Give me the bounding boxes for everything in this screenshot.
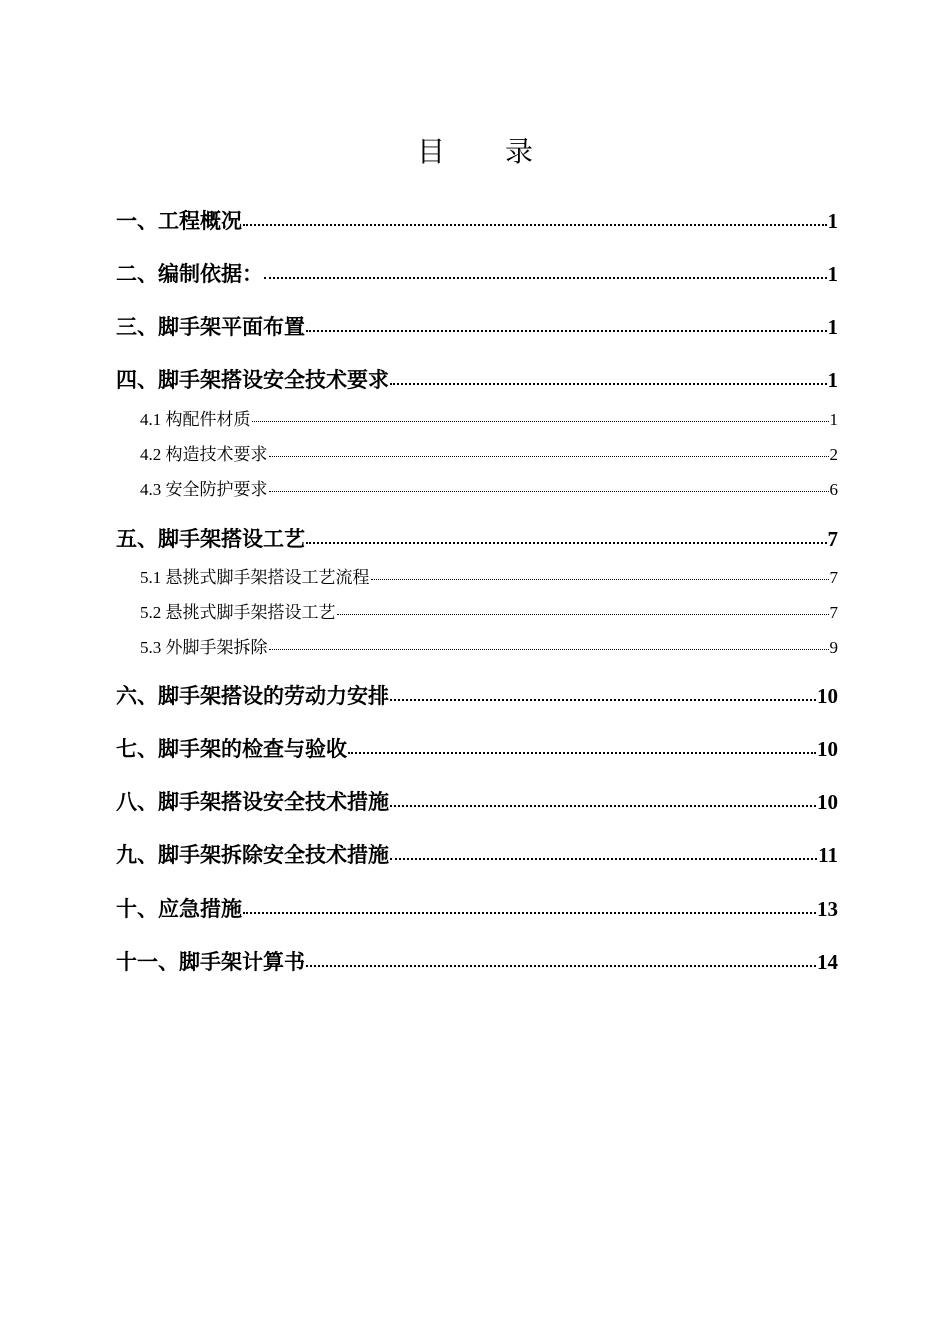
dot-leader <box>390 854 817 860</box>
toc-entry-page: 10 <box>817 684 838 708</box>
toc-entry-page: 13 <box>817 897 838 921</box>
toc-subentry[interactable] <box>116 440 838 465</box>
toc-entry[interactable] <box>116 364 838 394</box>
toc-entry-page: 1 <box>827 209 838 233</box>
toc-entry-label: 六、脚手架搭设的劳动力安排 <box>116 684 389 708</box>
toc-entry[interactable] <box>116 839 838 869</box>
toc-entry-label: 九、脚手架拆除安全技术措施 <box>116 843 389 867</box>
toc-entry[interactable] <box>116 946 838 976</box>
toc-title <box>0 130 950 170</box>
toc-title-char-1: 目 <box>416 137 445 168</box>
toc-subentry[interactable] <box>116 598 838 623</box>
dot-leader <box>390 379 827 385</box>
dot-leader <box>306 326 827 332</box>
toc-entry-page: 10 <box>817 737 838 761</box>
dot-leader <box>390 801 816 807</box>
toc-subentry-page: 7 <box>829 603 838 622</box>
toc-entry-page: 14 <box>817 950 838 974</box>
dot-leader <box>269 488 829 492</box>
toc-entry-page: 10 <box>817 790 838 814</box>
toc-entry-label: 八、脚手架搭设安全技术措施 <box>116 790 389 814</box>
dot-leader <box>306 538 827 544</box>
toc-entry-label: 七、脚手架的检查与验收 <box>116 737 347 761</box>
dot-leader <box>252 418 829 422</box>
toc-subentry[interactable] <box>116 563 838 588</box>
dot-leader <box>348 748 816 754</box>
toc-entry[interactable] <box>116 786 838 816</box>
dot-leader <box>243 220 827 226</box>
dot-leader <box>264 273 827 279</box>
toc-subentry[interactable] <box>116 405 838 430</box>
toc-subentry-label: 5.3 外脚手架拆除 <box>140 638 268 657</box>
toc-subentry-page: 2 <box>829 445 838 464</box>
toc-subentry-page: 9 <box>829 638 838 657</box>
toc-entry-page: 7 <box>827 527 838 551</box>
toc-entry-page: 1 <box>827 315 838 339</box>
toc-entry[interactable] <box>116 311 838 341</box>
toc-subentry-label: 4.2 构造技术要求 <box>140 445 268 464</box>
toc-subentry-label: 5.1 悬挑式脚手架搭设工艺流程 <box>140 568 370 587</box>
toc-entry-label: 五、脚手架搭设工艺 <box>116 527 305 551</box>
toc-entry[interactable] <box>116 893 838 923</box>
toc-entry-label: 四、脚手架搭设安全技术要求 <box>116 368 389 392</box>
toc-title-char-2: 录 <box>505 137 534 168</box>
toc-entry-label: 十、应急措施 <box>116 897 242 921</box>
toc-entry[interactable] <box>116 733 838 763</box>
dot-leader <box>337 611 829 615</box>
toc-subentry-label: 5.2 悬挑式脚手架搭设工艺 <box>140 603 336 622</box>
dot-leader <box>306 961 816 967</box>
toc-entry-page: 1 <box>827 262 838 286</box>
toc-entry-page: 1 <box>827 368 838 392</box>
toc-subentry-page: 1 <box>829 410 838 429</box>
dot-leader <box>390 695 816 701</box>
toc-entry-label: 二、编制依据： <box>116 262 263 286</box>
toc-subentry-page: 7 <box>829 568 838 587</box>
dot-leader <box>269 646 829 650</box>
toc-entry[interactable] <box>116 205 838 235</box>
toc-entry[interactable] <box>116 680 838 710</box>
dot-leader <box>243 908 816 914</box>
toc-subentry-page: 6 <box>829 480 838 499</box>
toc-entry-label: 一、工程概况 <box>116 209 242 233</box>
toc-entry-label: 三、脚手架平面布置 <box>116 315 305 339</box>
toc-subentry-label: 4.1 构配件材质 <box>140 410 251 429</box>
dot-leader <box>269 453 829 457</box>
toc-entry[interactable] <box>116 523 838 553</box>
toc-entry-page: 11 <box>818 843 838 867</box>
dot-leader <box>371 576 829 580</box>
toc-entry-label: 十一、脚手架计算书 <box>116 950 305 974</box>
toc-subentry[interactable] <box>116 633 838 658</box>
toc-subentry[interactable] <box>116 475 838 500</box>
toc-entry[interactable] <box>116 258 838 288</box>
toc-subentry-label: 4.3 安全防护要求 <box>140 480 268 499</box>
